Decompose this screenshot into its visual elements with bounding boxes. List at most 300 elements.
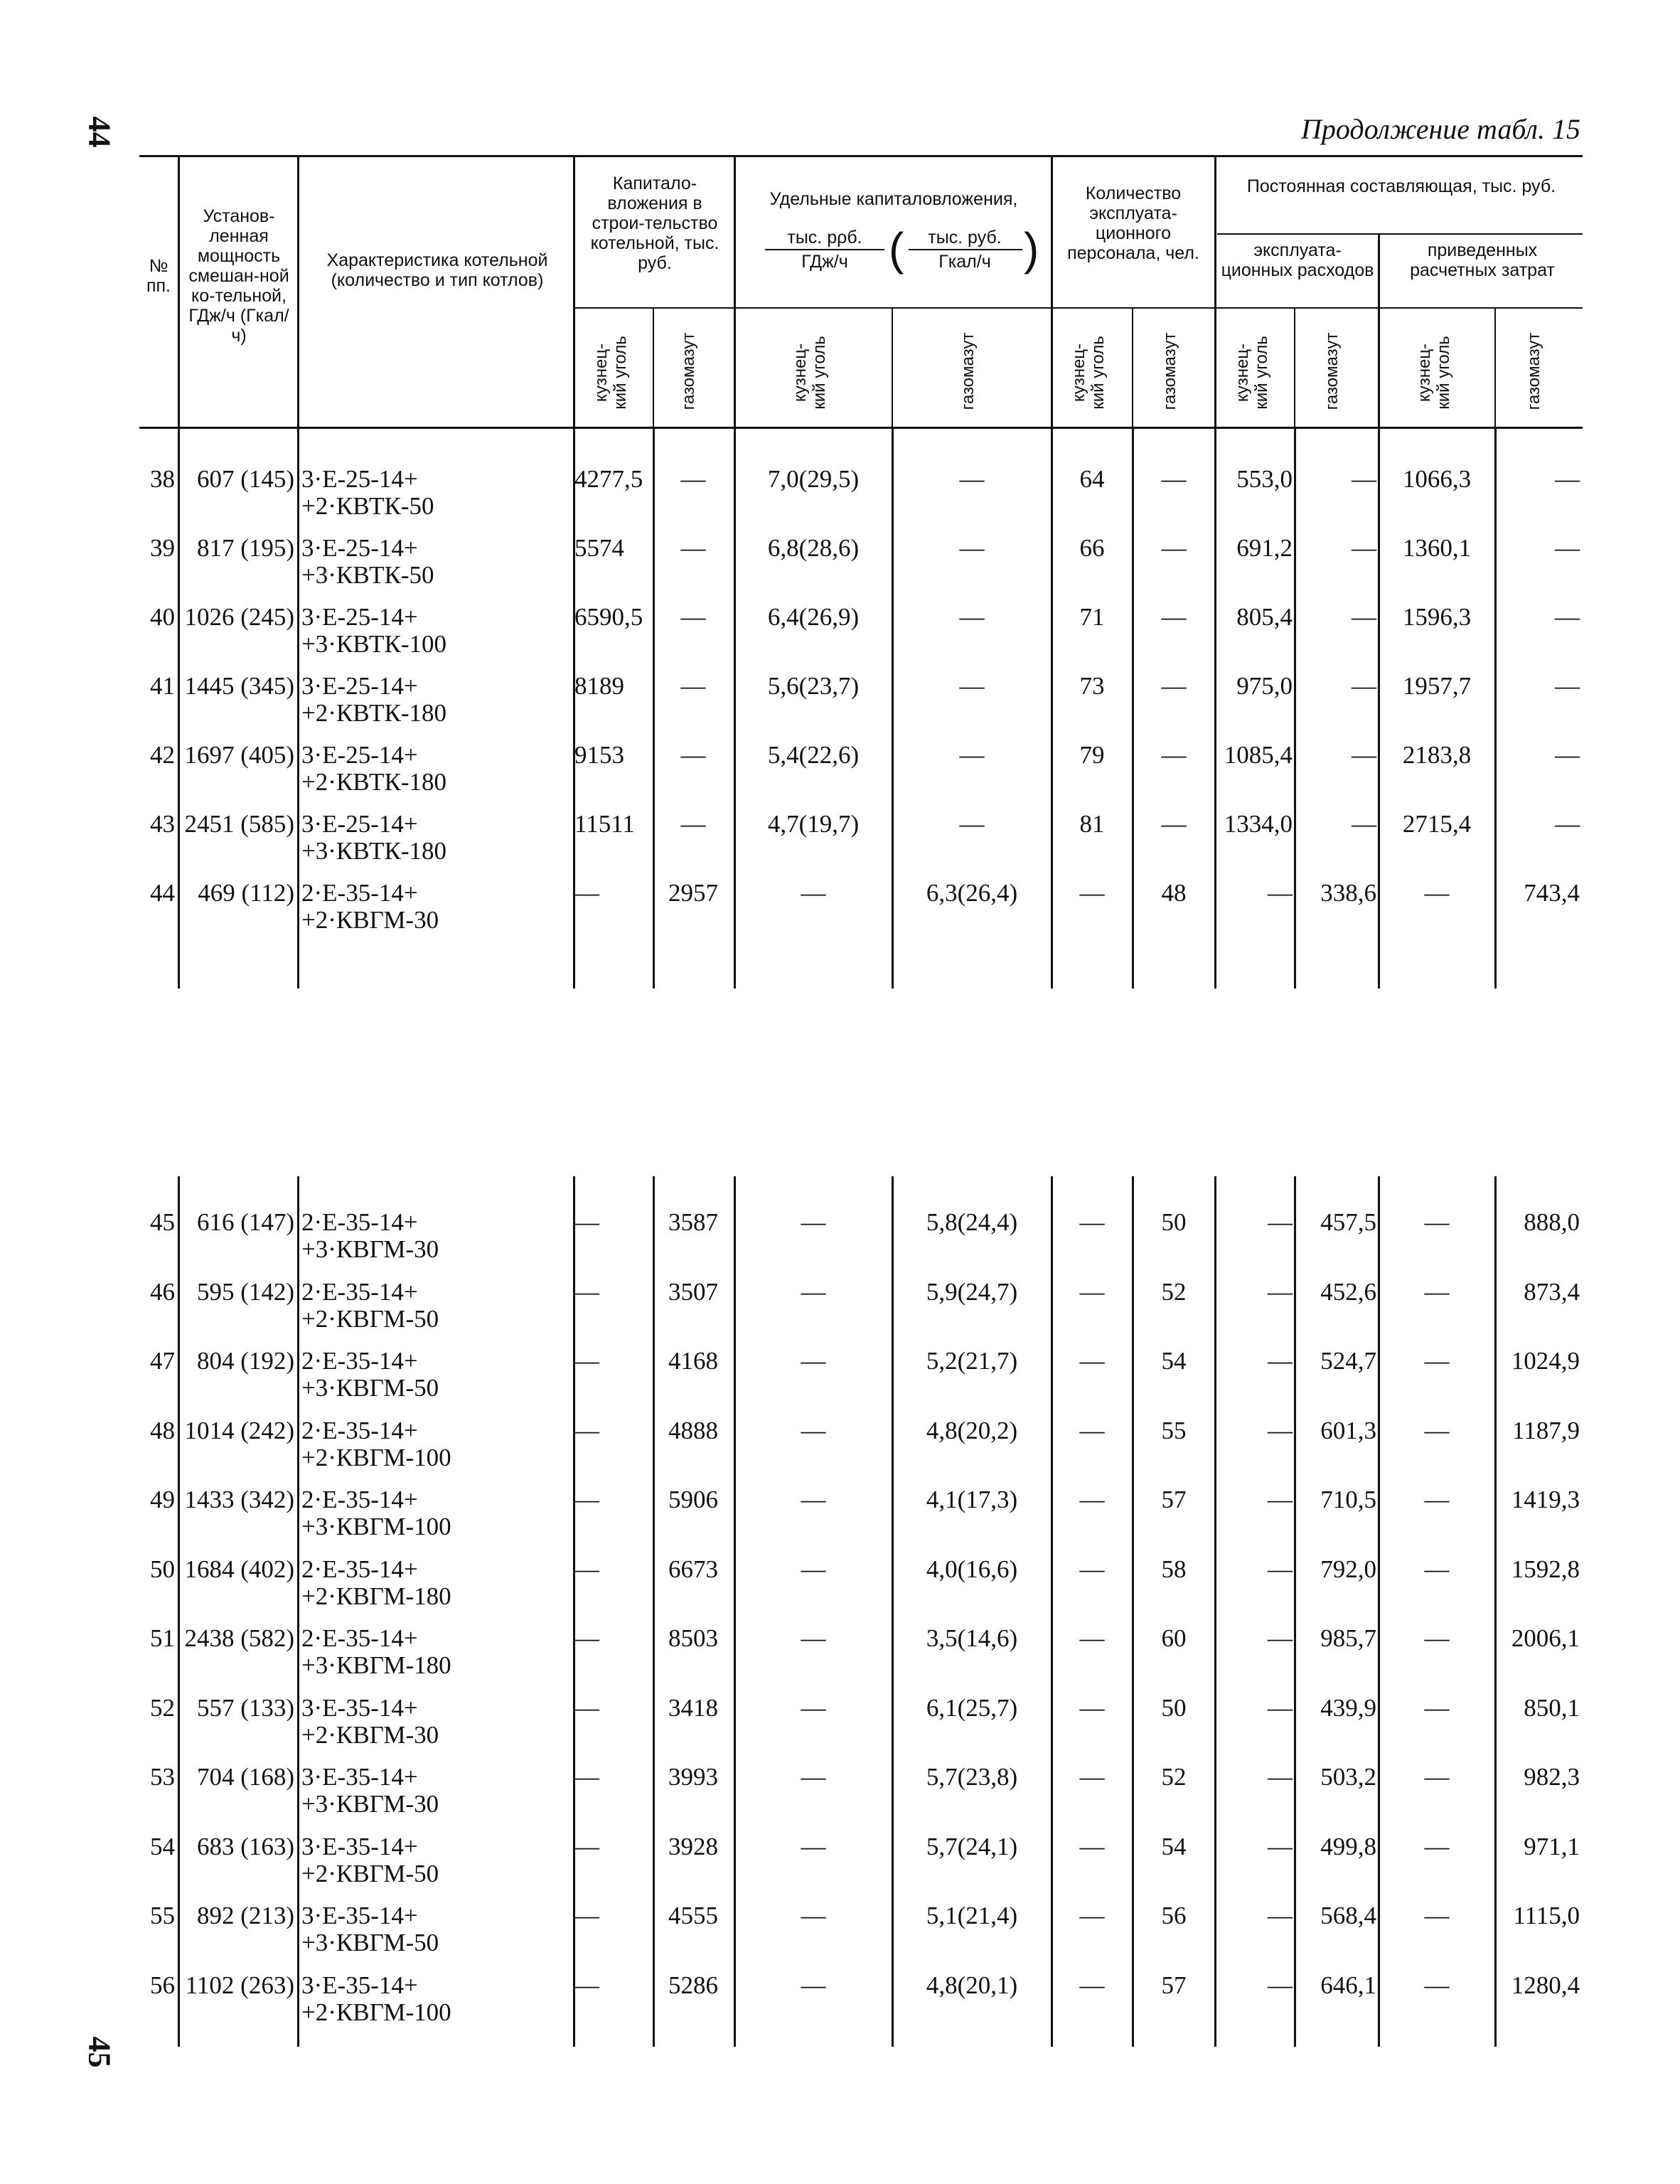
row-s2: 54	[1161, 1347, 1187, 1375]
row-char-line2: +3·КВТК-100	[301, 630, 447, 658]
upper-vline-1	[178, 428, 180, 989]
row-u1: 5,4(22,6)	[767, 741, 860, 769]
row-power: 616 (147)	[196, 1208, 294, 1236]
row-power: 1684 (402)	[184, 1555, 294, 1583]
header-capex: Капитало-вложения в строи-тельство котельной, тыс. руб.	[590, 174, 719, 273]
row-z1: 1957,7	[1402, 672, 1472, 700]
table-caption: Продолжение табл. 15	[1300, 113, 1580, 145]
row-char-line1: 2·Е-35-14+	[301, 1624, 418, 1652]
row-u2: —	[959, 465, 985, 493]
row-char-line1: 3·Е-35-14+	[301, 1902, 418, 1929]
upper-vline-11	[1378, 428, 1380, 989]
row-k1: —	[574, 1693, 599, 1722]
row-k1: 11511	[574, 810, 635, 838]
row-e1: —	[1268, 1416, 1293, 1444]
row-u2: —	[959, 603, 985, 631]
row-z1: —	[1424, 879, 1450, 907]
row-z2: 1115,0	[1513, 1902, 1580, 1929]
row-s1: —	[1079, 1277, 1105, 1306]
lower-vline-8	[1132, 1176, 1134, 2047]
row-k1: 9153	[574, 741, 624, 769]
row-s1: —	[1079, 1555, 1105, 1583]
row-e1: —	[1268, 1693, 1293, 1722]
row-k1: 4277,5	[574, 465, 643, 493]
row-z2: —	[1555, 465, 1580, 493]
row-s2: 57	[1161, 1486, 1187, 1513]
row-z2: —	[1555, 534, 1580, 562]
hv-6	[1214, 156, 1216, 427]
row-char-line2: +2·КВГМ-50	[301, 1304, 439, 1333]
row-s1: 64	[1079, 465, 1105, 493]
row-char-line2: +2·КВГМ-50	[301, 1859, 439, 1887]
header-specific-num1: тыс. рρб.	[787, 228, 862, 247]
row-power: 2451 (585)	[184, 810, 294, 838]
row-e2: —	[1352, 465, 1376, 493]
row-k1: —	[574, 1208, 599, 1236]
row-char-line2: +2·КВТК-180	[301, 768, 447, 796]
row-z2: 1592,8	[1511, 1555, 1580, 1583]
row-char-line1: 3·Е-35-14+	[301, 1763, 418, 1791]
row-z2: —	[1555, 603, 1580, 631]
row-e1: 975,0	[1236, 672, 1293, 700]
row-u2: 4,1(17,3)	[926, 1486, 1018, 1513]
row-u2: —	[959, 672, 985, 700]
sub-staff-gas: газомазут	[1160, 332, 1179, 410]
hv-5	[1051, 156, 1053, 427]
lower-vline-4	[653, 1176, 655, 2047]
hv-4a	[892, 309, 893, 427]
row-e2: —	[1352, 534, 1376, 562]
row-k2: 3928	[668, 1832, 718, 1860]
rule-subcols	[574, 307, 1583, 309]
row-e1: 691,2	[1236, 534, 1293, 562]
row-e1: —	[1268, 1486, 1293, 1513]
row-z1: —	[1424, 1208, 1450, 1236]
lower-vline-2	[297, 1176, 299, 2047]
row-z1: —	[1424, 1763, 1450, 1791]
upper-vline-2	[297, 428, 299, 989]
header-specific-den1: ГДж/ч	[801, 252, 848, 272]
row-power: 704 (168)	[196, 1763, 294, 1791]
row-e2: —	[1352, 603, 1376, 631]
row-k1: —	[574, 1555, 599, 1583]
row-e2: 503,2	[1320, 1763, 1376, 1791]
paren-right: )	[1024, 223, 1039, 275]
row-u1: —	[801, 1693, 826, 1722]
row-s2: 58	[1161, 1555, 1187, 1583]
lower-vline-12	[1494, 1176, 1497, 2047]
sub-calc-coal: кузнец- кий уголь	[1415, 336, 1453, 410]
row-char-line2: +2·КВТК-180	[301, 699, 447, 727]
row-s2: 50	[1161, 1208, 1187, 1236]
header-bottom-rule	[139, 427, 1583, 429]
row-k2: —	[680, 534, 706, 562]
header-const: Постоянная составляющая, тыс. руб.	[1246, 176, 1556, 196]
row-k2: 8503	[668, 1624, 718, 1652]
row-u2: 5,2(21,7)	[926, 1347, 1018, 1375]
row-e2: —	[1352, 672, 1376, 700]
upper-vline-7	[1051, 428, 1053, 989]
row-s1: —	[1079, 1693, 1105, 1722]
row-z1: —	[1424, 1277, 1450, 1306]
row-z2: 2006,1	[1511, 1624, 1580, 1652]
row-k2: —	[680, 465, 706, 493]
row-e1: —	[1268, 879, 1293, 907]
row-s2: —	[1161, 465, 1187, 493]
row-k1: 5574	[574, 534, 624, 562]
row-char-line1: 3·Е-25-14+	[301, 534, 418, 562]
row-s2: 52	[1161, 1763, 1187, 1791]
lower-vline-9	[1214, 1176, 1216, 2047]
row-char-line2: +3·КВГМ-30	[301, 1235, 439, 1263]
row-char-line1: 2·Е-35-14+	[301, 1347, 418, 1375]
row-s1: —	[1079, 1208, 1105, 1236]
row-power: 817 (195)	[196, 534, 294, 562]
header-specific-den2: Гкал/ч	[938, 252, 991, 272]
row-k2: —	[680, 603, 706, 631]
row-s2: —	[1161, 534, 1187, 562]
row-char-line2: +3·КВГМ-30	[301, 1790, 439, 1818]
row-e2: 457,5	[1320, 1208, 1376, 1236]
row-number: 42	[150, 741, 175, 769]
row-char-line1: 2·Е-35-14+	[301, 1277, 418, 1306]
row-char-line1: 2·Е-35-14+	[301, 1208, 418, 1236]
row-s1: —	[1079, 1832, 1105, 1860]
upper-vline-5	[734, 428, 736, 989]
hv-3a	[653, 309, 654, 427]
row-z1: —	[1424, 1693, 1450, 1722]
row-k2: 6673	[668, 1555, 718, 1583]
rule-const-sub	[1217, 233, 1583, 235]
row-u2: 5,7(23,8)	[926, 1763, 1018, 1791]
row-e1: 553,0	[1236, 465, 1293, 493]
row-u2: 3,5(14,6)	[926, 1624, 1018, 1652]
row-z2: —	[1555, 672, 1580, 700]
row-s2: 48	[1161, 879, 1187, 907]
row-number: 53	[150, 1763, 175, 1791]
row-u1: —	[801, 1971, 826, 1999]
row-z1: —	[1424, 1971, 1450, 1999]
row-k2: 3507	[668, 1277, 718, 1306]
row-k2: 4168	[668, 1347, 718, 1375]
row-s2: —	[1161, 810, 1187, 838]
row-char-line1: 3·Е-25-14+	[301, 465, 418, 493]
row-u2: 5,7(24,1)	[926, 1832, 1018, 1860]
upper-vline-10	[1294, 428, 1296, 989]
row-k2: 4555	[668, 1902, 718, 1929]
upper-vline-12	[1494, 428, 1497, 989]
row-power: 804 (192)	[196, 1347, 294, 1375]
row-z2: 888,0	[1524, 1208, 1580, 1236]
upper-vline-9	[1214, 428, 1216, 989]
row-k2: 3587	[668, 1208, 718, 1236]
hv-3	[573, 156, 575, 427]
row-char-line2: +2·КВГМ-180	[301, 1582, 451, 1610]
row-e1: —	[1268, 1347, 1293, 1375]
upper-vline-4	[653, 428, 655, 989]
row-u2: —	[959, 741, 985, 769]
row-k1: 6590,5	[574, 603, 643, 631]
hv-6a	[1294, 309, 1295, 427]
sub-capex-gas: газомазут	[679, 332, 698, 410]
row-e1: —	[1268, 1832, 1293, 1860]
row-s1: —	[1079, 1763, 1105, 1791]
header-exp: эксплуата-ционных расходов	[1221, 240, 1374, 280]
row-u1: —	[801, 1902, 826, 1929]
row-char-line1: 2·Е-35-14+	[301, 1555, 418, 1583]
sub-calc-gas: газомазут	[1524, 332, 1543, 410]
row-u1: —	[801, 1486, 826, 1513]
specific-frac-1	[765, 249, 884, 250]
row-u2: —	[959, 534, 985, 562]
row-k1: —	[574, 1971, 599, 1999]
row-e2: 499,8	[1320, 1832, 1376, 1860]
row-u1: —	[801, 1832, 826, 1860]
header-calc: приведенных расчетных затрат	[1410, 240, 1555, 280]
row-number: 54	[150, 1832, 175, 1860]
row-power: 1014 (242)	[184, 1416, 294, 1444]
row-power: 595 (142)	[196, 1277, 294, 1306]
row-z1: 1066,3	[1402, 465, 1472, 493]
row-char-line1: 3·Е-25-14+	[301, 810, 418, 838]
row-char-line1: 3·Е-25-14+	[301, 603, 418, 631]
row-u1: —	[801, 1763, 826, 1791]
row-s1: —	[1079, 1624, 1105, 1652]
row-e2: 439,9	[1320, 1693, 1376, 1722]
row-power: 1433 (342)	[184, 1486, 294, 1513]
lower-vline-1	[178, 1176, 180, 2047]
row-k1: —	[574, 1416, 599, 1444]
row-z2: 1280,4	[1511, 1971, 1580, 1999]
row-e2: 524,7	[1320, 1347, 1376, 1375]
row-char-line2: +2·КВГМ-30	[301, 906, 439, 934]
row-number: 47	[150, 1347, 175, 1375]
row-u1: —	[801, 1624, 826, 1652]
row-k2: 4888	[668, 1416, 718, 1444]
row-z2: 873,4	[1524, 1277, 1580, 1306]
row-char-line1: 3·Е-35-14+	[301, 1971, 418, 1999]
row-k2: 3993	[668, 1763, 718, 1791]
row-e2: 338,6	[1320, 879, 1376, 907]
row-char-line1: 3·Е-35-14+	[301, 1832, 418, 1860]
row-e2: 710,5	[1320, 1486, 1376, 1513]
row-k2: —	[680, 672, 706, 700]
row-u2: 4,8(20,1)	[926, 1971, 1018, 1999]
row-char-line1: 3·Е-25-14+	[301, 741, 418, 769]
row-s1: —	[1079, 1347, 1105, 1375]
row-power: 1445 (345)	[184, 672, 294, 700]
row-number: 46	[150, 1277, 175, 1306]
header-power: Установ-ленная мощность смешан-ной ко-тельной, ГДж/ч (Гкал/ч)	[188, 206, 289, 346]
hv-7	[1378, 235, 1380, 427]
row-number: 39	[150, 534, 175, 562]
row-u2: —	[959, 810, 985, 838]
row-z1: 2183,8	[1402, 741, 1472, 769]
row-number: 56	[150, 1971, 175, 1999]
row-number: 50	[150, 1555, 175, 1583]
sub-spec-coal: кузнец- кий уголь	[791, 336, 829, 410]
row-char-line2: +2·КВТК-50	[301, 492, 434, 520]
row-z2: 982,3	[1524, 1763, 1580, 1791]
row-char-line1: 2·Е-35-14+	[301, 879, 418, 907]
row-z2: —	[1555, 810, 1580, 838]
hv-1	[178, 156, 180, 427]
row-u1: —	[801, 1416, 826, 1444]
row-z1: 2715,4	[1402, 810, 1472, 838]
row-char-line2: +2·КВГМ-100	[301, 1443, 451, 1471]
header-char: Характеристика котельной (количество и тип котлов)	[326, 250, 548, 290]
row-u1: —	[801, 1347, 826, 1375]
row-e2: 568,4	[1320, 1902, 1376, 1929]
sub-exp-gas: газомазут	[1322, 332, 1342, 410]
row-char-line1: 3·Е-25-14+	[301, 672, 418, 700]
row-k1: —	[574, 1763, 599, 1791]
row-s2: 54	[1161, 1832, 1187, 1860]
row-number: 45	[150, 1208, 175, 1236]
row-u1: 4,7(19,7)	[767, 810, 860, 838]
row-k2: 3418	[668, 1693, 718, 1722]
row-s1: 66	[1079, 534, 1105, 562]
row-k1: —	[574, 1277, 599, 1306]
row-e1: —	[1268, 1902, 1293, 1929]
row-z2: —	[1555, 741, 1580, 769]
hv-5a	[1132, 309, 1133, 427]
header-staff: Количество эксплуата-ционного персонала, чел.	[1067, 183, 1199, 263]
row-k2: —	[680, 741, 706, 769]
row-char-line1: 2·Е-35-14+	[301, 1416, 418, 1444]
header-specific-num2: тыс. руб.	[928, 228, 1002, 247]
row-power: 557 (133)	[196, 1693, 294, 1722]
row-s1: 71	[1079, 603, 1105, 631]
row-e2: —	[1352, 810, 1376, 838]
row-s2: 56	[1161, 1902, 1187, 1929]
row-s1: —	[1079, 1902, 1105, 1929]
row-u1: 7,0(29,5)	[767, 465, 860, 493]
header-top-rule	[139, 155, 1583, 157]
row-number: 41	[150, 672, 175, 700]
row-u2: 6,3(26,4)	[926, 879, 1018, 907]
row-z2: 971,1	[1524, 1832, 1580, 1860]
row-char-line2: +3·КВТК-180	[301, 837, 447, 865]
row-power: 1026 (245)	[184, 603, 294, 631]
row-s1: 73	[1079, 672, 1105, 700]
row-e1: 1085,4	[1224, 741, 1293, 769]
row-e1: 805,4	[1236, 603, 1293, 631]
row-z1: —	[1424, 1832, 1450, 1860]
row-s1: —	[1079, 1971, 1105, 1999]
row-e1: 1334,0	[1224, 810, 1293, 838]
row-z1: —	[1424, 1902, 1450, 1929]
lower-vline-7	[1051, 1176, 1053, 2047]
lower-vline-11	[1378, 1176, 1380, 2047]
row-k1: —	[574, 879, 599, 907]
row-char-line2: +2·КВГМ-100	[301, 1998, 451, 2026]
row-u2: 4,8(20,2)	[926, 1416, 1018, 1444]
row-k1: —	[574, 1832, 599, 1860]
row-e1: —	[1268, 1555, 1293, 1583]
row-power: 892 (213)	[196, 1902, 294, 1929]
row-u1: —	[801, 1277, 826, 1306]
sub-staff-coal: кузнец- кий уголь	[1069, 336, 1108, 410]
row-u2: 6,1(25,7)	[926, 1693, 1018, 1722]
row-number: 52	[150, 1693, 175, 1722]
upper-vline-6	[892, 428, 894, 989]
row-z1: 1360,1	[1402, 534, 1472, 562]
row-z2: 850,1	[1524, 1693, 1580, 1722]
row-s1: 81	[1079, 810, 1105, 838]
row-z2: 1419,3	[1511, 1486, 1580, 1513]
row-s2: 55	[1161, 1416, 1187, 1444]
row-k2: —	[680, 810, 706, 838]
row-s1: 79	[1079, 741, 1105, 769]
row-s1: —	[1079, 1416, 1105, 1444]
specific-frac-2	[909, 249, 1022, 250]
row-u1: —	[801, 879, 826, 907]
row-z2: 743,4	[1524, 879, 1580, 907]
row-number: 38	[150, 465, 175, 493]
row-u1: 6,4(26,9)	[767, 603, 860, 631]
row-s2: 60	[1161, 1624, 1187, 1652]
lower-vline-10	[1294, 1176, 1296, 2047]
row-k2: 2957	[668, 879, 718, 907]
row-u2: 5,1(21,4)	[926, 1902, 1018, 1929]
row-s2: —	[1161, 741, 1187, 769]
row-power: 469 (112)	[198, 879, 294, 907]
row-s2: 52	[1161, 1277, 1187, 1306]
row-s2: 50	[1161, 1693, 1187, 1722]
row-number: 44	[150, 879, 175, 907]
hv-7a	[1494, 309, 1496, 427]
row-char-line1: 3·Е-35-14+	[301, 1693, 418, 1722]
row-u1: 5,6(23,7)	[767, 672, 860, 700]
row-number: 51	[150, 1624, 175, 1652]
row-number: 55	[150, 1902, 175, 1929]
row-power: 2438 (582)	[184, 1624, 294, 1652]
hv-2	[297, 156, 299, 427]
row-e1: —	[1268, 1277, 1293, 1306]
row-k2: 5906	[668, 1486, 718, 1513]
row-char-line1: 2·Е-35-14+	[301, 1486, 418, 1513]
row-e2: 452,6	[1320, 1277, 1376, 1306]
row-k1: —	[574, 1347, 599, 1375]
lower-vline-6	[892, 1176, 894, 2047]
row-z1: —	[1424, 1347, 1450, 1375]
row-s1: —	[1079, 1486, 1105, 1513]
row-number: 43	[150, 810, 175, 838]
row-e1: —	[1268, 1971, 1293, 1999]
row-u1: —	[801, 1208, 826, 1236]
row-k1: —	[574, 1486, 599, 1513]
row-power: 1697 (405)	[184, 741, 294, 769]
row-s2: —	[1161, 603, 1187, 631]
header-specific-title: Удельные капиталовложения,	[769, 189, 1018, 209]
row-u2: 4,0(16,6)	[926, 1555, 1018, 1583]
row-e1: —	[1268, 1208, 1293, 1236]
row-z2: 1024,9	[1511, 1347, 1580, 1375]
row-k2: 5286	[668, 1971, 718, 1999]
row-z1: —	[1424, 1555, 1450, 1583]
row-power: 1102 (263)	[185, 1971, 294, 1999]
row-e2: 792,0	[1320, 1555, 1376, 1583]
row-e2: 601,3	[1320, 1416, 1376, 1444]
sub-capex-coal: кузнец- кий уголь	[592, 336, 630, 410]
row-number: 40	[150, 603, 175, 631]
row-e1: —	[1268, 1624, 1293, 1652]
page-number-bottom: 45	[82, 2036, 117, 2068]
row-number: 49	[150, 1486, 175, 1513]
row-number: 48	[150, 1416, 175, 1444]
paren-left: (	[889, 223, 904, 275]
